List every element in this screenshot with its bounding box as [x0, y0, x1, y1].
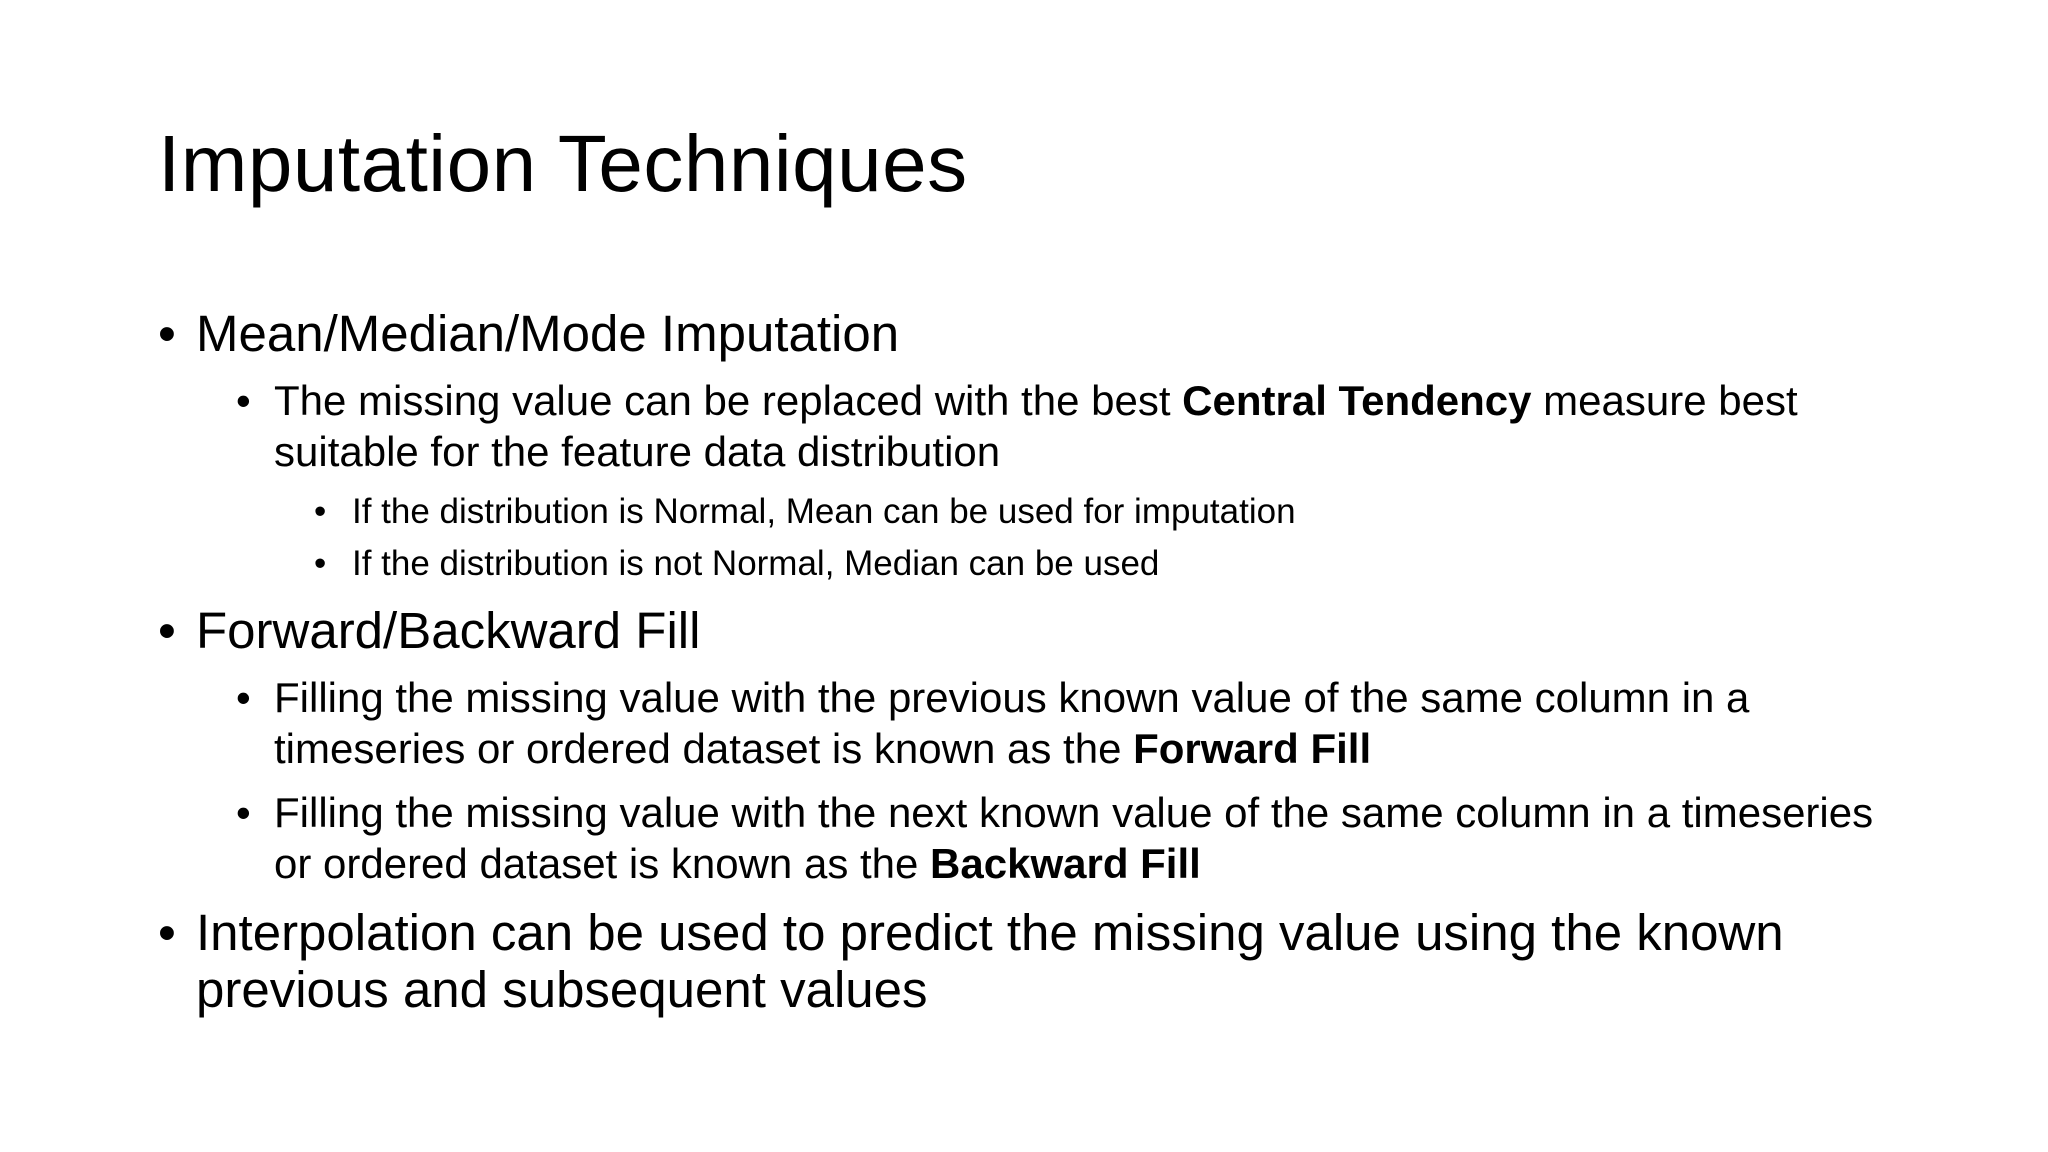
sub-sub-bullet-not-normal [314, 538, 1892, 590]
bold-term: Forward Fill [1133, 725, 1372, 772]
slide-title: Imputation Techniques [158, 119, 968, 208]
bullet-dot: • [314, 492, 327, 531]
bullet-dot: • [158, 305, 176, 362]
sub-bullet-text: measure best suitable for the feature data distribution [274, 377, 1798, 475]
bullet-dot: • [314, 544, 327, 583]
bullet-forward-backward-fill [158, 602, 1918, 659]
bold-term: Backward Fill [930, 840, 1201, 887]
bullet-mean-median-mode [158, 305, 1918, 362]
bullet-text: Mean/Median/Mode Imputation [196, 305, 900, 362]
bullet-text: Interpolation can be used to predict the missing value using the known previous and subsequent values [196, 904, 1784, 1018]
bullet-dot: • [236, 674, 251, 721]
sub-sub-bullet-text: If the distribution is not Normal, Median can be used [352, 544, 1160, 583]
bullet-dot: • [158, 904, 176, 961]
sub-bullet-forward-fill [236, 672, 1914, 774]
slide-content [158, 305, 1918, 1018]
bullet-dot: • [236, 789, 251, 836]
bullet-dot: • [158, 602, 176, 659]
bullet-text: Forward/Backward Fill [196, 602, 701, 659]
sub-sub-bullet-text: If the distribution is Normal, Mean can be used for imputation [352, 492, 1296, 531]
bullet-interpolation [158, 904, 1896, 1018]
sub-bullet-backward-fill [236, 787, 1914, 889]
sub-sub-bullet-normal [314, 486, 1892, 538]
bullet-dot: • [236, 377, 251, 424]
sub-bullet-central-tendency [236, 375, 1914, 477]
sub-bullet-text: The missing value can be replaced with the best [274, 377, 1183, 424]
bold-term: Central Tendency [1182, 377, 1532, 424]
sub-bullet-text: Filling the missing value with the previous known value of the same column in a timeseries or ordered dataset is known as the [274, 674, 1750, 772]
sub-bullet-text: Filling the missing value with the next known value of the same column in a timeseries or ordered dataset is known as the [274, 789, 1874, 887]
